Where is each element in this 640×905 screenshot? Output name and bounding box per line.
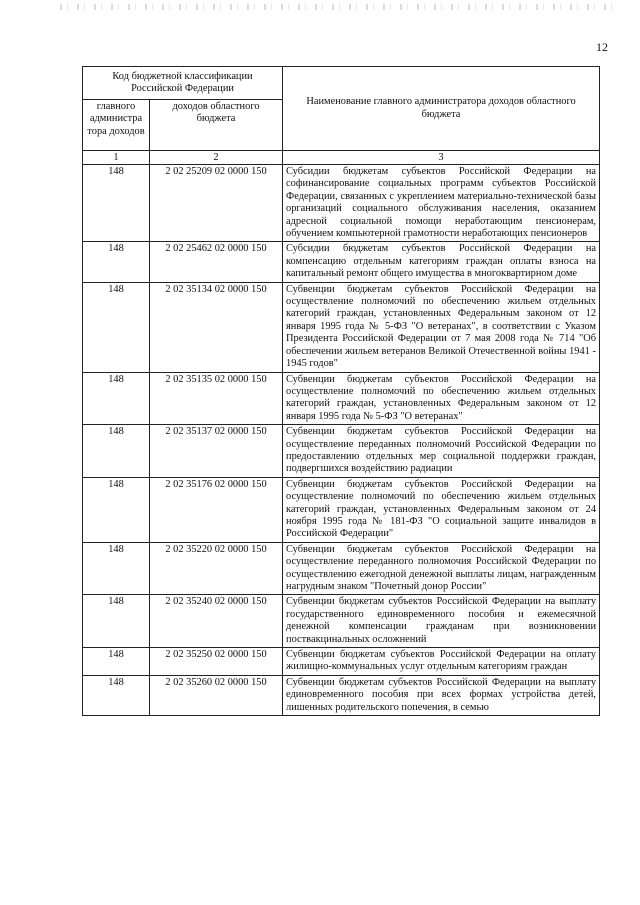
table-row (83, 595, 600, 648)
code-cell: 2 02 25462 02 0000 150 (150, 242, 283, 282)
admin-cell: 148 (83, 165, 150, 242)
table-row (83, 242, 600, 282)
scan-edge-noise (60, 4, 620, 10)
admin-cell: 148 (83, 477, 150, 542)
table-row (83, 372, 600, 425)
name-cell: Субвенции бюджетам субъектов Российской Федерации на осуществление полномочий по обеспечению жильем отдельных категорий граждан, установленных Федеральным законом от 12 января 1995 года № 5-ФЗ "О ветеранах", в соответствии с Указом Президента Российской Федерации от 7 мая 2008 года № 714 "Об обеспечении жильем ветеранов Великой Отечественной войны 1941 - 1945 годов" (283, 282, 600, 372)
code-cell: 2 02 35176 02 0000 150 (150, 477, 283, 542)
header-admin-column: главного администра тора доходов (83, 100, 150, 151)
table-row (83, 477, 600, 542)
admin-cell: 148 (83, 675, 150, 715)
table-row (83, 648, 600, 676)
name-cell: Субвенции бюджетам субъектов Российской Федерации на осуществление переданного полномочия Российской Федерации по осуществлению ежегодной денежной выплаты лицам, награжденным нагрудным знаком "Почетный донор России" (283, 542, 600, 595)
table-row (83, 282, 600, 372)
column-number: 3 (283, 151, 600, 165)
code-cell: 2 02 35250 02 0000 150 (150, 648, 283, 676)
header-income-column: доходов областного бюджета (150, 100, 283, 151)
code-cell: 2 02 35220 02 0000 150 (150, 542, 283, 595)
admin-cell: 148 (83, 242, 150, 282)
name-cell: Субвенции бюджетам субъектов Российской Федерации на осуществление полномочий по обеспечению жильем отдельных категорий граждан, установленных Федеральным законом от 12 января 1995 года № 5-ФЗ "О ветеранах" (283, 372, 600, 425)
table-row (83, 165, 600, 242)
name-cell: Субсидии бюджетам субъектов Российской Федерации на софинансирование социальных программ субъектов Российской Федерации, связанных с укреплением материально-технической базы организаций социального обслуживания населения, оказанием адресной социальной помощи неработающим пенсионерам, обучением компьютерной грамотности неработающих пенсионеров (283, 165, 600, 242)
name-cell: Субвенции бюджетам субъектов Российской Федерации на осуществление полномочий по обеспечению жильем отдельных категорий граждан, установленных Федеральным законом от 24 ноября 1995 года № 181-ФЗ "О социальной защите инвалидов в Российской Федерации" (283, 477, 600, 542)
table-row (83, 675, 600, 715)
header-name-column: Наименование главного администратора доходов областного бюджета (283, 67, 600, 151)
name-cell: Субвенции бюджетам субъектов Российской Федерации на оплату жилищно-коммунальных услуг отдельным категориям граждан (283, 648, 600, 676)
admin-cell: 148 (83, 542, 150, 595)
code-cell: 2 02 35135 02 0000 150 (150, 372, 283, 425)
name-cell: Субсидии бюджетам субъектов Российской Федерации на компенсацию отдельным категориям граждан оплаты взноса на капитальный ремонт общего имущества в многоквартирном доме (283, 242, 600, 282)
table-row (83, 425, 600, 478)
code-cell: 2 02 35137 02 0000 150 (150, 425, 283, 478)
name-cell: Субвенции бюджетам субъектов Российской Федерации на осуществление переданных полномочий Российской Федерации по предоставлению отдельных мер социальной поддержки граждан, подвергшихся воздействию радиации (283, 425, 600, 478)
name-cell: Субвенции бюджетам субъектов Российской Федерации на выплату единовременного пособия при всех формах устройства детей, лишенных родительского попечения, в семью (283, 675, 600, 715)
code-cell: 2 02 35260 02 0000 150 (150, 675, 283, 715)
name-cell: Субвенции бюджетам субъектов Российской Федерации на выплату государственного единовременного пособия и ежемесячной денежной компенсации гражданам при возникновении поствакцинальных осложнений (283, 595, 600, 648)
admin-cell: 148 (83, 282, 150, 372)
column-number: 2 (150, 151, 283, 165)
table-row (83, 542, 600, 595)
admin-cell: 148 (83, 648, 150, 676)
admin-cell: 148 (83, 595, 150, 648)
page-number: 12 (596, 40, 608, 54)
code-cell: 2 02 35240 02 0000 150 (150, 595, 283, 648)
admin-cell: 148 (83, 425, 150, 478)
code-cell: 2 02 25209 02 0000 150 (150, 165, 283, 242)
budget-classification-table (82, 66, 600, 716)
header-group-label: Код бюджетной классификации Российской Федерации (83, 67, 283, 100)
table-body (83, 165, 600, 716)
admin-cell: 148 (83, 372, 150, 425)
column-number: 1 (83, 151, 150, 165)
code-cell: 2 02 35134 02 0000 150 (150, 282, 283, 372)
